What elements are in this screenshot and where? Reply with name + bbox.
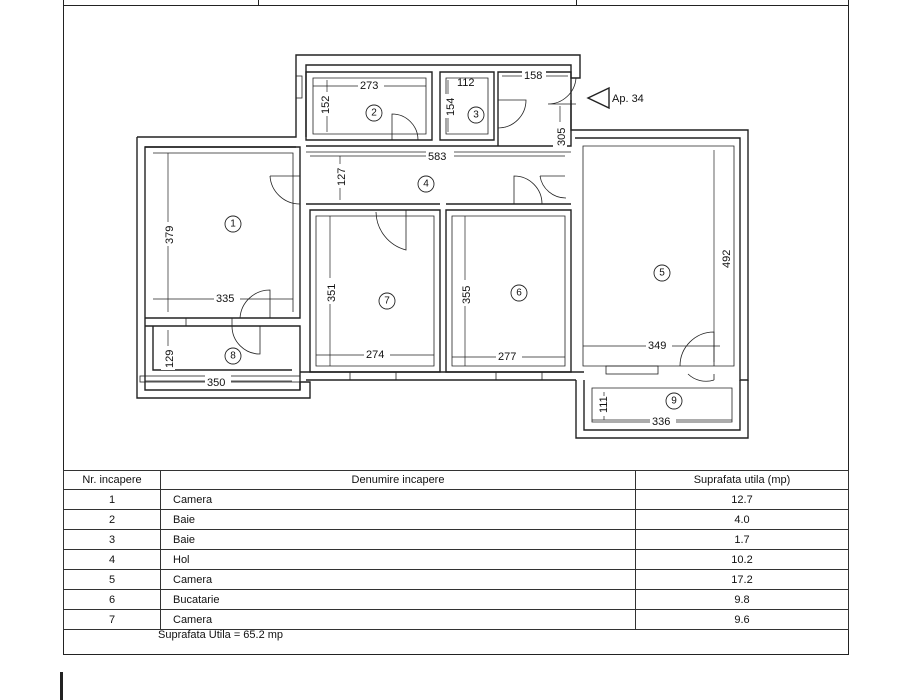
cell-name: Hol	[161, 550, 636, 570]
bottom-rule	[63, 654, 849, 655]
room-marker-4	[418, 176, 434, 192]
table-row	[64, 610, 849, 630]
cell-nr: 2	[64, 510, 161, 530]
dimension-lines	[145, 76, 732, 420]
dim-351: 351	[326, 283, 338, 302]
room-marker-8	[225, 348, 241, 364]
dim-305: 305	[556, 127, 568, 146]
svg-text:8: 8	[230, 350, 236, 362]
cell-name: Baie	[161, 510, 636, 530]
cell-area: 10.2	[636, 550, 849, 570]
cell-name: Bucatarie	[161, 590, 636, 610]
cell-area: 1.7	[636, 530, 849, 550]
windows	[140, 76, 658, 382]
room-marker-9	[666, 393, 682, 409]
cell-nr: 7	[64, 610, 161, 630]
cell-name: Camera	[161, 490, 636, 510]
cell-area: 17.2	[636, 570, 849, 590]
room-marker-6	[511, 285, 527, 301]
cell-area: 9.6	[636, 610, 849, 630]
apartment-label: Ap. 34	[612, 93, 644, 105]
cell-nr: 1	[64, 490, 161, 510]
table-row	[64, 550, 849, 570]
dim-158: 158	[524, 70, 543, 82]
svg-text:6: 6	[516, 287, 522, 299]
cell-nr: 4	[64, 550, 161, 570]
cell-area: 12.7	[636, 490, 849, 510]
dim-336: 336	[652, 416, 671, 428]
cell-name: Baie	[161, 530, 636, 550]
table-header-row	[64, 471, 849, 490]
dim-154: 154	[445, 97, 457, 116]
svg-text:4: 4	[423, 178, 429, 190]
cell-name: Camera	[161, 610, 636, 630]
room-marker-7	[379, 293, 395, 309]
room-marker-2	[366, 105, 382, 121]
room-4-walls	[306, 72, 571, 210]
header-name: Denumire incapere	[161, 471, 636, 490]
header-area: Suprafata utila (mp)	[636, 471, 849, 490]
cell-name: Camera	[161, 570, 636, 590]
dim-274: 274	[366, 349, 385, 361]
dim-111: 111	[598, 396, 610, 413]
cell-area: 4.0	[636, 510, 849, 530]
table-row	[64, 530, 849, 550]
header-nr: Nr. incapere	[64, 471, 161, 490]
svg-text:2: 2	[371, 107, 377, 119]
table-row	[64, 570, 849, 590]
dim-335: 335	[216, 293, 235, 305]
dim-583: 583	[428, 151, 447, 163]
door-swings	[232, 78, 714, 381]
dim-379: 379	[164, 225, 176, 244]
total-area: Suprafata Utila = 65.2 mp	[158, 629, 284, 641]
dim-129: 129	[164, 349, 176, 368]
dim-273: 273	[360, 80, 379, 92]
room-marker-5	[654, 265, 670, 281]
dim-355: 355	[461, 285, 473, 304]
dim-349: 349	[648, 340, 667, 352]
svg-text:9: 9	[671, 395, 677, 407]
svg-text:7: 7	[384, 295, 390, 307]
cell-nr: 5	[64, 570, 161, 590]
cell-nr: 3	[64, 530, 161, 550]
apartment-marker	[588, 88, 644, 108]
room-marker-1	[225, 216, 241, 232]
dim-492: 492	[721, 249, 733, 268]
dim-127: 127	[336, 167, 348, 186]
dim-152: 152	[320, 95, 332, 114]
svg-text:1: 1	[230, 218, 236, 230]
svg-text:5: 5	[659, 267, 665, 279]
table-row	[64, 490, 849, 510]
cell-area: 9.8	[636, 590, 849, 610]
room-marker-3	[468, 107, 484, 123]
table-row	[64, 510, 849, 530]
dim-277: 277	[498, 351, 517, 363]
dim-350: 350	[207, 377, 226, 389]
edge-mark	[60, 672, 63, 700]
room-5-walls	[583, 146, 734, 366]
svg-text:3: 3	[473, 109, 479, 121]
table-row	[64, 590, 849, 610]
rooms-table	[63, 470, 849, 630]
cell-nr: 6	[64, 590, 161, 610]
dim-112: 112	[457, 77, 475, 89]
